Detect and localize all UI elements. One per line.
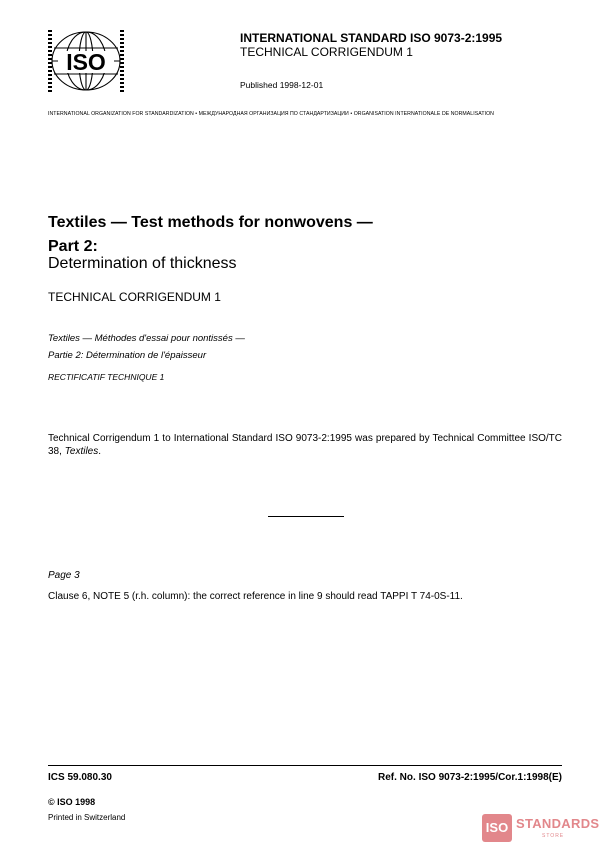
ics-code: ICS 59.080.30	[48, 772, 112, 783]
french-title: Textiles — Méthodes d'essai pour nontissés —	[48, 333, 245, 344]
footer-divider	[48, 765, 562, 766]
copyright: © ISO 1998	[48, 797, 96, 807]
section-divider	[268, 516, 344, 517]
iso-globe-icon	[48, 30, 124, 94]
logo-wordmark: ISO	[66, 49, 106, 75]
document-part: Part 2:	[48, 238, 98, 255]
watermark-text: STANDARDS	[516, 816, 600, 831]
document-subtitle: Determination of thickness	[48, 255, 237, 272]
french-corrigendum: RECTIFICATIF TECHNIQUE 1	[48, 372, 165, 382]
document-title: Textiles — Test methods for nonwovens —	[48, 214, 373, 231]
printed-in: Printed in Switzerland	[48, 813, 126, 822]
committee-name: Textiles	[64, 446, 99, 457]
organisations-line: INTERNATIONAL ORGANIZATION FOR STANDARDIZATION • МЕЖДУНАРОДНАЯ ОРГАНИЗАЦИЯ ПО СТАНДАРТИЗАЦИИ • ORGANISATION INTERNATIONALE DE NORMALISATION	[48, 111, 494, 117]
french-part: Partie 2: Détermination de l'épaisseur	[48, 350, 207, 361]
published-date: Published 1998-12-01	[240, 80, 324, 90]
standard-title: INTERNATIONAL STANDARD ISO 9073-2:1995	[240, 31, 503, 45]
watermark-subtext: STORE	[542, 833, 565, 839]
watermark-badge: ISO	[482, 814, 512, 842]
corrigendum-label: TECHNICAL CORRIGENDUM 1	[240, 45, 413, 59]
intro-text: Technical Corrigendum 1 to International Standard ISO 9073-2:1995 was prepared by Technical Committee ISO/TC 38,	[48, 433, 562, 457]
store-watermark	[482, 810, 600, 846]
intro-paragraph	[48, 432, 562, 458]
iso-logo	[48, 30, 124, 94]
intro-end: .	[98, 446, 102, 457]
page-reference: Page 3	[48, 570, 80, 581]
document-corrigendum: TECHNICAL CORRIGENDUM 1	[48, 290, 221, 304]
reference-number: Ref. No. ISO 9073-2:1995/Cor.1:1998(E)	[378, 772, 562, 783]
clause-correction: Clause 6, NOTE 5 (r.h. column): the correct reference in line 9 should read TAPPI T 74-0S-11.	[48, 591, 463, 602]
